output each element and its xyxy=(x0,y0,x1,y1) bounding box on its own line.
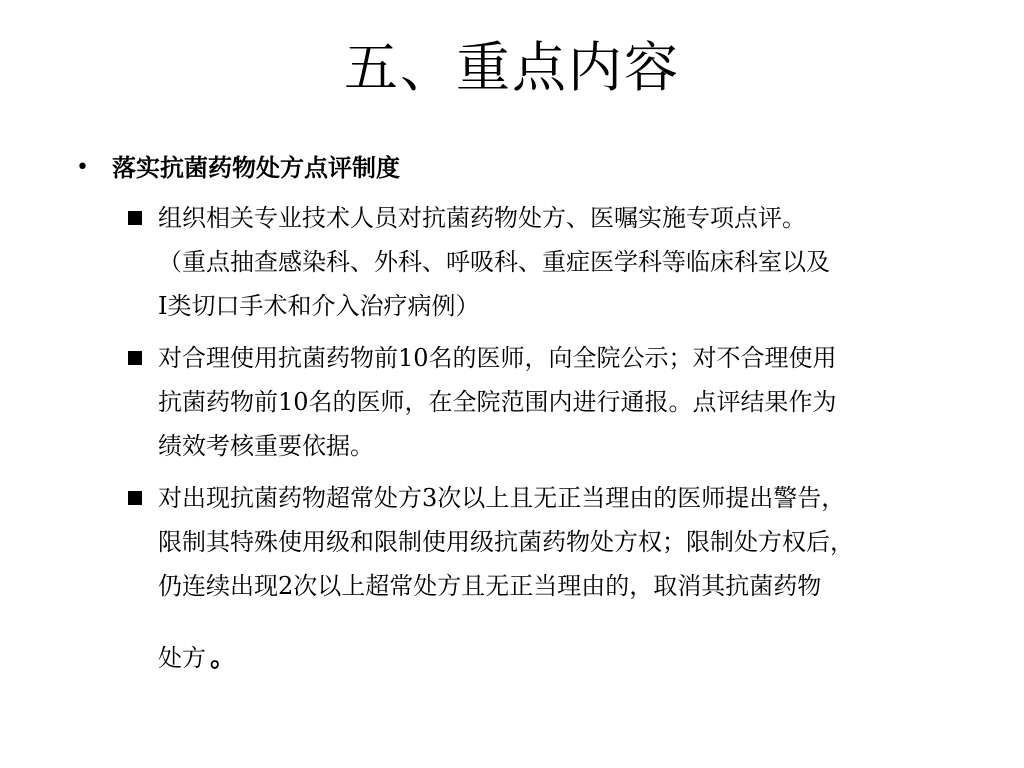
text-line: 对合理使用抗菌药物前10名的医师，向全院公示；对不合理使用 xyxy=(158,344,837,372)
section-heading-text: 落实抗菌药物处方点评制度 xyxy=(112,154,400,182)
text-line: 限制其特殊使用级和限制使用级抗菌药物处方权；限制处方权后， xyxy=(158,528,854,556)
section-heading xyxy=(76,150,976,186)
text-line: 组织相关专业技术人员对抗菌药物处方、医嘱实施专项点评。 xyxy=(158,204,806,232)
square-bullet-icon xyxy=(124,336,158,380)
text-line: （重点抽查感染科、外科、呼吸科、重症医学科等临床科室以及 xyxy=(158,248,830,276)
text-line: 绩效考核重要依据。 xyxy=(158,432,374,460)
text-line: 对出现抗菌药物超常处方3次以上且无正当理由的医师提出警告， xyxy=(158,484,846,512)
list-item xyxy=(124,196,984,328)
list-item-text xyxy=(158,476,980,608)
text-line: I类切口手术和介入治疗病例） xyxy=(158,292,480,320)
text-line: 仍连续出现2次以上超常处方且无正当理由的，取消其抗菌药物 xyxy=(158,572,822,600)
square-bullet-icon xyxy=(124,476,158,520)
trailing-line xyxy=(158,636,236,680)
list-item-text xyxy=(158,336,980,468)
trailing-text: 处方 xyxy=(158,644,206,672)
slide-title: 五、重点内容 xyxy=(344,36,680,99)
list-item xyxy=(124,336,984,468)
list-item xyxy=(124,476,984,608)
square-bullet-icon xyxy=(124,196,158,240)
list-item-text xyxy=(158,196,980,328)
bullet-dot-icon: • xyxy=(76,155,89,180)
text-line: 抗菌药物前10名的医师，在全院范围内进行通报。点评结果作为 xyxy=(158,388,837,416)
trailing-period: 。 xyxy=(210,643,237,673)
